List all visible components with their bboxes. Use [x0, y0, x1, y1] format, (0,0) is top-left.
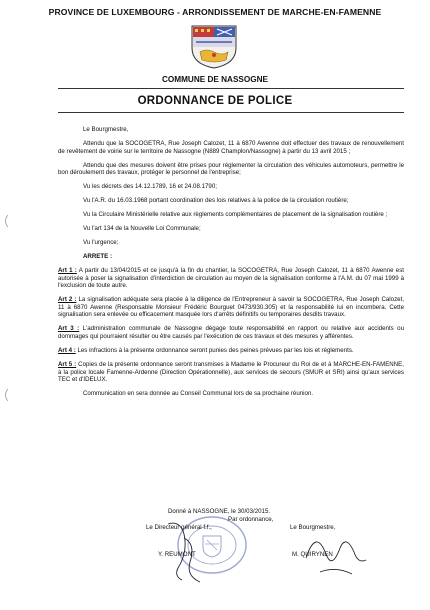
paragraph-decrets: Vu les décrets des 14.12.1789, 16 et 24.08.1790; — [83, 183, 217, 191]
paragraph-ar: Vu l'A.R. du 16.03.1968 portant coordination des lois relatives à la police de la circulation routière; — [83, 197, 349, 205]
article-5-label: Art 5 : — [58, 360, 77, 368]
article-1 — [58, 267, 404, 290]
article-3 — [58, 325, 404, 340]
director-signature — [160, 518, 220, 588]
director-name: Y. REUMONT — [158, 551, 196, 558]
communication-note: Communication en sera donnée au Conseil Communal lors de sa prochaine réunion. — [83, 390, 314, 398]
arrete-heading: ARRETE : — [83, 253, 112, 261]
article-4 — [58, 347, 404, 355]
header-divider — [58, 88, 404, 89]
article-1-text: A partir du 13/04/2015 et ce jusqu'à la fin du chantier, la SOCOGETRA, Rue Joseph Calozet, 11 à 6870 Awenne est autorisée à poser la signalisation d'interdiction de circulation au moyen de la signalisation conforme à l'A.M. du 07 mai 1999 à l'exclusion de toute autre. — [58, 267, 404, 290]
article-5 — [58, 361, 404, 384]
mayor-title: Le Bourgmestre, — [290, 524, 336, 531]
article-3-text: L'administration communale de Nassogne dégage toute responsabilité en rapport ou relative aux accidents ou dommages qui pourraient résulter ou être causés par l'exécution de ces travaux et des mesures y afférentes. — [58, 325, 405, 340]
article-5-text: Copies de la présente ordonnance seront transmises à Madame le Procureur du Roi de et à MARCHE-EN-FAMENNE, à la police locale Famenne-Ardenne (Direction Opérationnelle), aux services de secours (SMUR et SRI) ainsi qu'aux services TEC et d'IDELUX. — [58, 360, 404, 384]
commune-name: COMMUNE DE NASSOGNE — [162, 75, 268, 84]
place-and-date: Donné à NASSOGNE, le 30/03/2015. — [168, 508, 271, 515]
document-title: ORDONNANCE DE POLICE — [137, 95, 293, 107]
salutation: Le Bourgmestre, — [83, 126, 129, 133]
paragraph-attendu-2: Attendu que des mesures doivent être prises pour réglementer la circulation des véhicules automoteurs, permettre le bon déroulement des travaux, protéger le personnel de l'entreprise; — [58, 161, 404, 177]
by-order-label: Par ordonnance, — [228, 516, 274, 523]
article-2-text: La signalisation adéquate sera placée à la diligence de l'Entrepreneur à savoir la SOCOGETRA, Rue Joseph Calozet, 11 à 6870 Awenne (Responsable Monsieur Frédéric Bourguet 0473/930.305) et la responsabilité lui en incombera. Cette signalisation sera enlevée ou efficacement masquée lors d'arrêts définitifs ou temporaires desdits travaux. — [58, 296, 404, 319]
paragraph-art134: Vu l'art 134 de la Nouvelle Loi Communale; — [83, 225, 201, 233]
paragraph-urgence: Vu l'urgence; — [83, 239, 119, 247]
article-2-label: Art 2 : — [58, 296, 77, 304]
punch-hole-mark — [2, 388, 10, 402]
article-4-text: Les infractions à la présente ordonnance seront punies des peines prévues par les lois et règlements. — [75, 346, 354, 354]
director-title: Le Directeur général f.f., — [146, 524, 212, 531]
article-3-label: Art 3 : — [58, 325, 80, 333]
article-1-label: Art 1 : — [58, 267, 77, 275]
paragraph-attendu-1: Attendu que la SOCOGETRA, Rue Joseph Calozet, 11 à 6870 Awenne doit effectuer des travaux de renouvellement de revêtement de voirie sur le territoire de Nassogne (N889 Champlon/Nassogne) à partir du 13 avril 2015 ; — [58, 139, 404, 155]
mayor-name: M. QUIRYNEN — [292, 551, 333, 558]
mayor-signature — [300, 518, 370, 588]
ordinance-body — [58, 126, 404, 404]
coat-of-arms-icon — [186, 22, 242, 70]
article-2 — [58, 296, 404, 319]
paragraph-circulaire: Vu la Circulaire Ministérielle relative aux règlements complémentaires de placement de la signalisation routière ; — [83, 211, 388, 219]
punch-hole-mark — [2, 214, 10, 228]
article-4-label: Art 4 : — [58, 346, 76, 354]
title-divider — [58, 112, 404, 113]
province-header: PROVINCE DE LUXEMBOURG - ARRONDISSEMENT DE MARCHE-EN-FAMENNE — [48, 7, 382, 17]
